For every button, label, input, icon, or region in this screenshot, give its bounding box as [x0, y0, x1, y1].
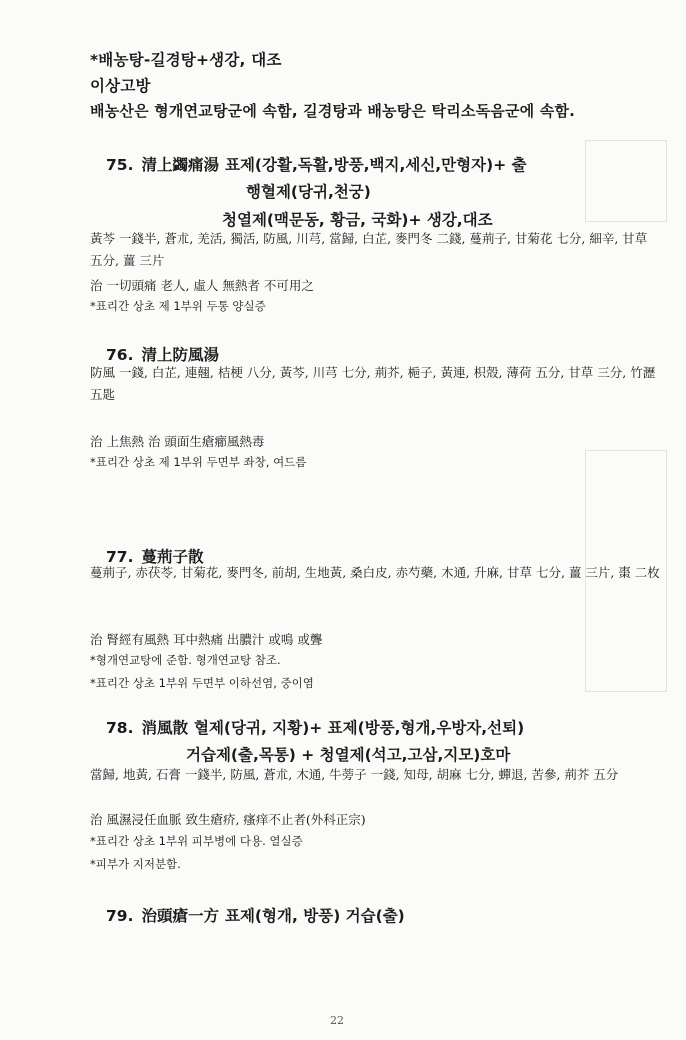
section-76-herbs: 防風 一錢, 白芷, 連翹, 桔梗 八分, 黃芩, 川芎 七分, 荊芥, 梔子, 黃連, 枳殼, 薄荷 五分, 甘草 三分, 竹瀝 五匙	[90, 365, 656, 402]
section-75-number: 75.	[106, 156, 134, 174]
section-77-number: 77.	[106, 548, 134, 566]
section-76-note-1: *표리간 상초 제 1부위 두면부 좌창, 여드름	[90, 455, 307, 469]
section-78-number: 78.	[106, 719, 134, 737]
section-78-indication: 治 風濕浸任血脈 致生瘡疥, 瘙痒不止者(外科正宗)	[90, 812, 366, 827]
section-78-formula-1: 혈제(당귀, 지황)+ 표제(방풍,형개,우방자,선퇴)	[193, 719, 525, 737]
page-number: 22	[330, 1014, 344, 1027]
bleed-through-box	[585, 140, 667, 222]
section-75-herbs: 黃芩 一錢半, 蒼朮, 羌活, 獨活, 防風, 川芎, 當歸, 白芷, 麥門冬 二錢, 蔓荊子, 甘菊花 七分, 細辛, 甘草 五分, 薑 三片	[90, 231, 648, 268]
section-75-indication: 治 一切頭痛 老人, 虛人 無熱者 不可用之	[90, 278, 314, 293]
section-77-indication: 治 腎經有風熱 耳中熱痛 出膿汁 或鳴 或聾	[90, 632, 323, 647]
section-75-title: 清上蠲痛湯	[141, 156, 219, 174]
section-75-formula-3: 청열제(맥문동, 황금, 국화)+ 생강,대조	[222, 211, 493, 229]
section-77-note-2: *표리간 상초 1부위 두면부 이하선염, 중이염	[90, 676, 314, 690]
section-77-herbs: 蔓荊子, 赤茯苓, 甘菊花, 麥門冬, 前胡, 生地黃, 桑白皮, 赤芍藥, 木通, 升麻, 甘草 七分, 薑 三片, 棗 二枚	[90, 565, 660, 580]
section-79-title: 治頭瘡一方	[141, 907, 219, 925]
section-75-formula-1: 표제(강활,독활,방풍,백지,세신,만형자)+ 출	[224, 156, 527, 174]
section-76-title: 清上防風湯	[141, 346, 219, 364]
section-75-heading	[106, 153, 527, 175]
section-79-formula-1: 표제(형개, 방풍) 거습(출)	[224, 907, 405, 925]
section-78-formula-2: 거습제(출,목통) + 청열제(석고,고삼,지모)호마	[186, 746, 511, 764]
section-79-heading	[106, 904, 405, 926]
section-78-title: 消風散	[141, 719, 188, 737]
section-79-number: 79.	[106, 907, 134, 925]
section-76-number: 76.	[106, 346, 134, 364]
section-77-note-1: *형개연교탕에 준함. 형개연교탕 참조.	[90, 653, 281, 667]
section-77-title: 蔓荊子散	[141, 548, 204, 566]
top-line-1: *배농탕-길경탕+생강, 대조	[90, 51, 282, 69]
section-76-indication: 治 上焦熱 治 頭面生瘡癤風熱毒	[90, 434, 265, 449]
section-78-note-2: *피부가 지저분함.	[90, 857, 181, 871]
section-78-note-1: *표리간 상초 1부위 피부병에 다용. 열실증	[90, 834, 303, 848]
section-75-formula-2: 행혈제(당귀,천궁)	[246, 183, 371, 201]
top-line-2: 이상고방	[90, 77, 151, 95]
top-line-3: 배농산은 형개연교탕군에 속함, 길경탕과 배농탕은 탁리소독음군에 속함.	[90, 102, 576, 120]
section-78-heading	[106, 716, 524, 738]
section-78-herbs: 當歸, 地黃, 石膏 一錢半, 防風, 蒼朮, 木通, 牛蒡子 一錢, 知母, 胡麻 七分, 蟬退, 苦參, 荊芥 五分	[90, 767, 619, 782]
section-75-note-1: *표리간 상초 제 1부위 두통 양실증	[90, 299, 266, 313]
